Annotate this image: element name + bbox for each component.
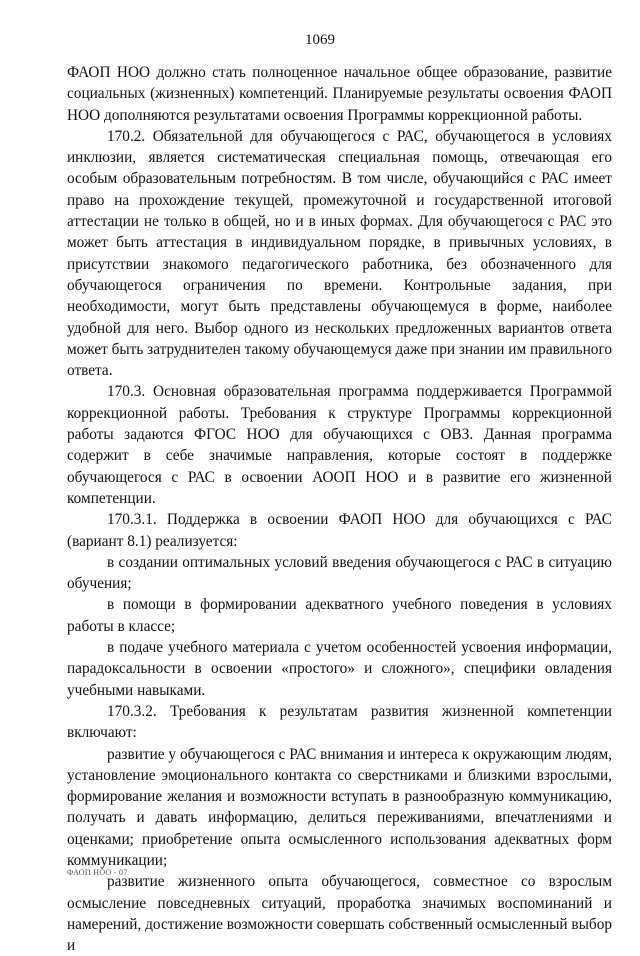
paragraph-170-3: 170.3. Основная образовательная программа поддерживается Программой коррекционной работы. Требования к структуре Программы коррекционной работы задаются ФГОС НОО для обучающихся с ОВЗ. Данная программа содержит в себе значимые направления, которые состоят в поддержке обучающегося с РАС в освоении АООП НОО и в развитие его жизненной компетенции.: [67, 383, 612, 507]
list-item-life-experience: развитие жизненного опыта обучающегося, совместное со взрослым осмысление повседневных ситуаций, проработка значимых воспоминаний и намерений, достижение возможности совершать собственный осмысленный выбор и: [67, 873, 612, 955]
document-body: [67, 62, 612, 956]
list-item-learning-behavior: в помощи в формировании адекватного учебного поведения в условиях работы в классе;: [67, 596, 612, 635]
paragraph-170-3-2: 170.3.2. Требования к результатам развития жизненной компетенции включают:: [67, 702, 612, 742]
paragraph-170-3-1: 170.3.1. Поддержка в освоении ФАОП НОО для обучающихся с РАС (вариант 8.1) реализуется:: [67, 511, 612, 550]
paragraph-170-2: 170.2. Обязательной для обучающегося с РАС, обучающегося в условиях инклюзии, является систематическая специальная помощь, отвечающая его особым образовательным потребностям. В том числе, обучающийся с РАС имеет право на прохождение текущей, промежуточной и государственной итоговой аттестации не только в общей, но и в иных формах. Для обучающегося с РАС это может быть аттестация в индивидуальном порядке, в привычных условиях, в присутствии знакомого педагогического работника, без обозначенного для обучающегося ограничения по времени. Контрольные задания, при необходимости, могут быть представлены обучающемуся в форме, наиболее удобной для него. Выбор одного из нескольких предложенных вариантов ответа может быть затруднителен такому обучающемуся даже при знании им правильного ответа.: [67, 127, 612, 380]
list-item-optimal-conditions: в создании оптимальных условий введения обучающегося с РАС в ситуацию обучения;: [67, 553, 612, 593]
paragraph-continuation: ФАОП НОО должно стать полноценное начальное общее образование, развитие социальных (жизненных) компетенций. Планируемые результаты освоения ФАОП НОО дополняются результатами освоения Программы коррекционной работы.: [67, 64, 612, 124]
list-item-attention-development: развитие у обучающегося с РАС внимания и интереса к окружающим людям, установление эмоционального контакта со сверстниками и близкими взрослыми, формирование желания и возможности вступать в разнообразную коммуникацию, получать и давать информацию, делиться переживаниями, впечатлениями и оценками; приобретение опыта осмысленного использования адекватных форм коммуникации;: [67, 745, 612, 869]
footer-document-code: ФАОП НОО - 07: [67, 868, 128, 877]
page-number: 1069: [305, 32, 335, 48]
list-item-material-delivery: в подаче учебного материала с учетом особенностей усвоения информации, парадоксальности в освоении «простого» и сложного», специфики овладения учебными навыками.: [67, 639, 612, 699]
